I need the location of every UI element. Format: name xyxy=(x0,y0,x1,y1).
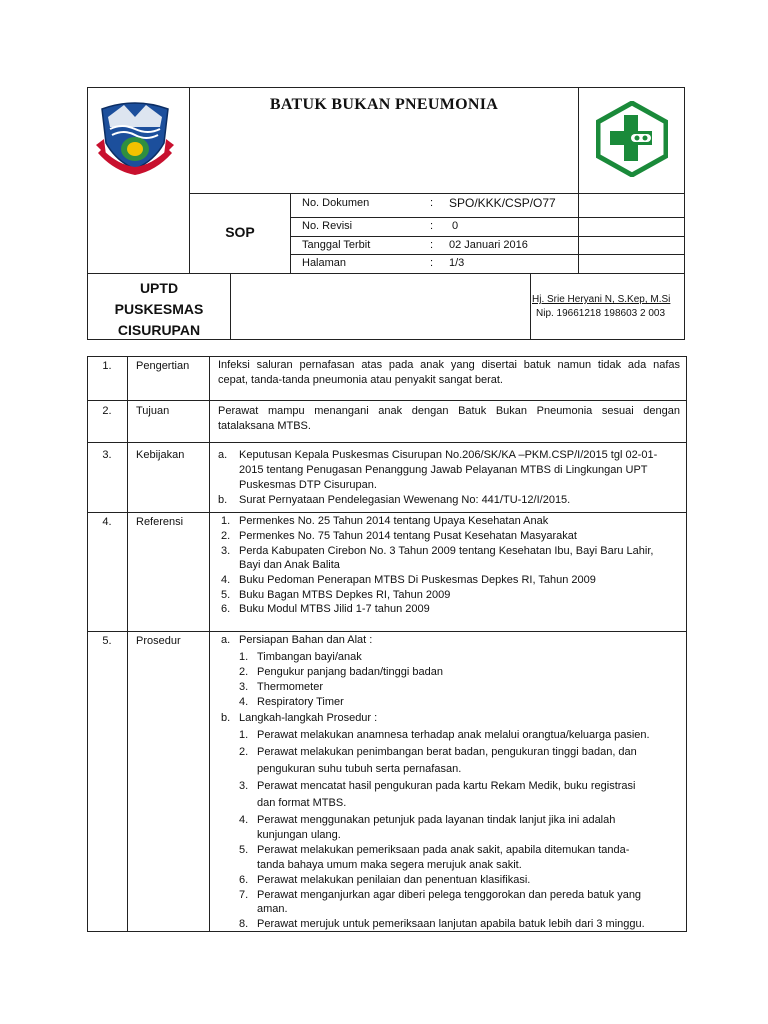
list-marker: a. xyxy=(221,634,231,646)
procedure-step-line: kunjungan ulang. xyxy=(257,829,341,841)
header-divider xyxy=(578,193,579,273)
material-item: Timbangan bayi/anak xyxy=(257,651,362,663)
header-divider xyxy=(290,236,685,237)
reference-item-line: Permenkes No. 25 Tahun 2014 tentang Upaya Kesehatan Anak xyxy=(239,515,549,527)
list-marker: 1. xyxy=(221,515,231,527)
table-divider xyxy=(87,400,687,401)
list-marker: b. xyxy=(218,494,228,506)
meta-colon: : xyxy=(430,197,434,209)
reference-item-line: Buku Modul MTBS Jilid 1-7 tahun 2009 xyxy=(239,603,430,615)
procedure-group-title: Langkah-langkah Prosedur : xyxy=(239,712,378,724)
header-divider xyxy=(230,273,231,340)
regency-crest-icon xyxy=(94,95,176,177)
reference-item-line: Permenkes No. 75 Tahun 2014 tentang Pusat Kesehatan Masyarakat xyxy=(239,530,577,542)
meta-colon: : xyxy=(430,257,434,269)
meta-label: No. Dokumen xyxy=(302,197,370,209)
meta-label: Halaman xyxy=(302,257,347,269)
section-label-referensi: Referensi xyxy=(136,516,184,528)
procedure-step-line: dan format MTBS. xyxy=(257,797,347,809)
procedure-step-line: Perawat menggunakan petunjuk pada layanan tindak lanjut jika ini adalah xyxy=(257,814,616,826)
list-marker: 1. xyxy=(239,729,249,741)
procedure-step-line: Perawat melakukan penimbangan berat badan, pengukuran tinggi badan, dan xyxy=(257,746,637,758)
section-number: 2. xyxy=(102,405,112,417)
procedure-step-line: aman. xyxy=(257,903,288,915)
section-label-tujuan: Tujuan xyxy=(136,405,170,417)
list-marker: 2. xyxy=(239,666,249,678)
meta-colon: : xyxy=(430,220,434,232)
puskesmas-cross-icon xyxy=(596,101,668,177)
meta-value-revision: 0 xyxy=(452,220,459,232)
section-number: 1. xyxy=(102,360,112,372)
definition-text-line: Infeksi saluran pernafasan atas pada anak yang disertai batuk namun tidak ada nafas xyxy=(218,359,680,371)
policy-item-line: Keputusan Kepala Puskesmas Cisurupan No.206/SK/KA –PKM.CSP/I/2015 tgl 02-01- xyxy=(239,449,658,461)
header-divider xyxy=(189,87,190,273)
organization-name: UPTD PUSKESMAS CISURUPAN xyxy=(114,280,204,338)
list-marker: 2. xyxy=(239,746,249,758)
document-title: BATUK BUKAN PNEUMONIA xyxy=(269,96,499,113)
list-marker: 5. xyxy=(239,844,249,856)
procedure-step-line: tanda bahaya umum maka segera merujuk anak sakit. xyxy=(257,859,522,871)
header-divider xyxy=(578,87,579,193)
list-marker: 2. xyxy=(221,530,231,542)
reference-item-line: Buku Pedoman Penerapan MTBS Di Puskesmas Depkes RI, Tahun 2009 xyxy=(239,574,596,586)
section-number: 5. xyxy=(102,635,112,647)
list-marker: 8. xyxy=(239,918,249,930)
procedure-step-line: Perawat melakukan penilaian dan penentuan klasifikasi. xyxy=(257,874,531,886)
definition-text-line: cepat, tanda-tanda pneumonia atau penyakit sangat berat. xyxy=(218,374,503,386)
purpose-text-line: Perawat mampu menangani anak dengan Batuk Bukan Pneumonia sesuai dengan xyxy=(218,405,680,417)
table-divider xyxy=(87,442,687,443)
table-divider xyxy=(87,631,687,632)
list-marker: 6. xyxy=(239,874,249,886)
header-divider xyxy=(290,193,291,273)
header-divider xyxy=(87,273,685,274)
policy-item-line: Puskesmas DTP Cisurupan. xyxy=(239,479,377,491)
list-marker: a. xyxy=(218,449,228,461)
list-marker: b. xyxy=(221,712,231,724)
section-number: 4. xyxy=(102,516,112,528)
section-label-prosedur: Prosedur xyxy=(136,635,181,647)
reference-item-line: Bayi dan Anak Balita xyxy=(239,559,340,571)
signatory-name: Hj. Srie Heryani N, S.Kep, M.Si xyxy=(532,294,671,305)
list-marker: 3. xyxy=(239,681,249,693)
reference-item-line: Buku Bagan MTBS Depkes RI, Tahun 2009 xyxy=(239,589,451,601)
policy-item-line: Surat Pernyataan Pendelegasian Wewenang No: 441/TU-12/I/2015. xyxy=(239,494,571,506)
procedure-step-line: Perawat melakukan anamnesa terhadap anak melalui orangtua/keluarga pasien. xyxy=(257,729,650,741)
material-item: Respiratory Timer xyxy=(257,696,344,708)
section-label-pengertian: Pengertian xyxy=(136,360,190,372)
meta-value-page: 1/3 xyxy=(449,257,465,269)
meta-value-doc-number: SPO/KKK/CSP/O77 xyxy=(449,196,556,210)
purpose-text-line: tatalaksana MTBS. xyxy=(218,420,311,432)
header-divider xyxy=(530,273,531,340)
meta-label: No. Revisi xyxy=(302,220,353,232)
list-marker: 4. xyxy=(221,574,231,586)
list-marker: 4. xyxy=(239,696,249,708)
reference-item-line: Perda Kabupaten Cirebon No. 3 Tahun 2009 tentang Kesehatan Ibu, Bayi Baru Lahir, xyxy=(239,545,654,557)
meta-colon: : xyxy=(430,239,434,251)
section-label-kebijakan: Kebijakan xyxy=(136,449,185,461)
meta-label: Tanggal Terbit xyxy=(302,239,371,251)
list-marker: 5. xyxy=(221,589,231,601)
list-marker: 7. xyxy=(239,889,249,901)
procedure-step-line: Perawat menganjurkan agar diberi pelega tenggorokan dan pereda batuk yang xyxy=(257,889,642,901)
material-item: Pengukur panjang badan/tinggi badan xyxy=(257,666,443,678)
material-item: Thermometer xyxy=(257,681,324,693)
list-marker: 3. xyxy=(221,545,231,557)
header-divider xyxy=(290,217,685,218)
list-marker: 4. xyxy=(239,814,249,826)
signatory-nip: Nip. 19661218 198603 2 003 xyxy=(536,308,666,319)
table-divider xyxy=(87,512,687,513)
policy-item-line: 2015 tentang Penugasan Penanggung Jawab Pelayanan MTBS di Lingkungan UPT xyxy=(239,464,648,476)
list-marker: 6. xyxy=(221,603,231,615)
header-divider xyxy=(189,193,685,194)
header-divider xyxy=(290,254,685,255)
procedure-group-title: Persiapan Bahan dan Alat : xyxy=(239,634,373,646)
list-marker: 3. xyxy=(239,780,249,792)
document-type: SOP xyxy=(225,224,255,240)
procedure-step-line: Perawat melakukan pemeriksaan pada anak sakit, apabila ditemukan tanda- xyxy=(257,844,630,856)
section-number: 3. xyxy=(102,449,112,461)
list-marker: 1. xyxy=(239,651,249,663)
procedure-step-line: Perawat merujuk untuk pemeriksaan lanjutan apabila batuk lebih dari 3 minggu. xyxy=(257,918,645,930)
procedure-step-line: Perawat mencatat hasil pengukuran pada kartu Rekam Medik, buku registrasi xyxy=(257,780,636,792)
procedure-step-line: pengukuran suhu tubuh serta pernafasan. xyxy=(257,763,462,775)
meta-value-issue-date: 02 Januari 2016 xyxy=(449,239,528,251)
